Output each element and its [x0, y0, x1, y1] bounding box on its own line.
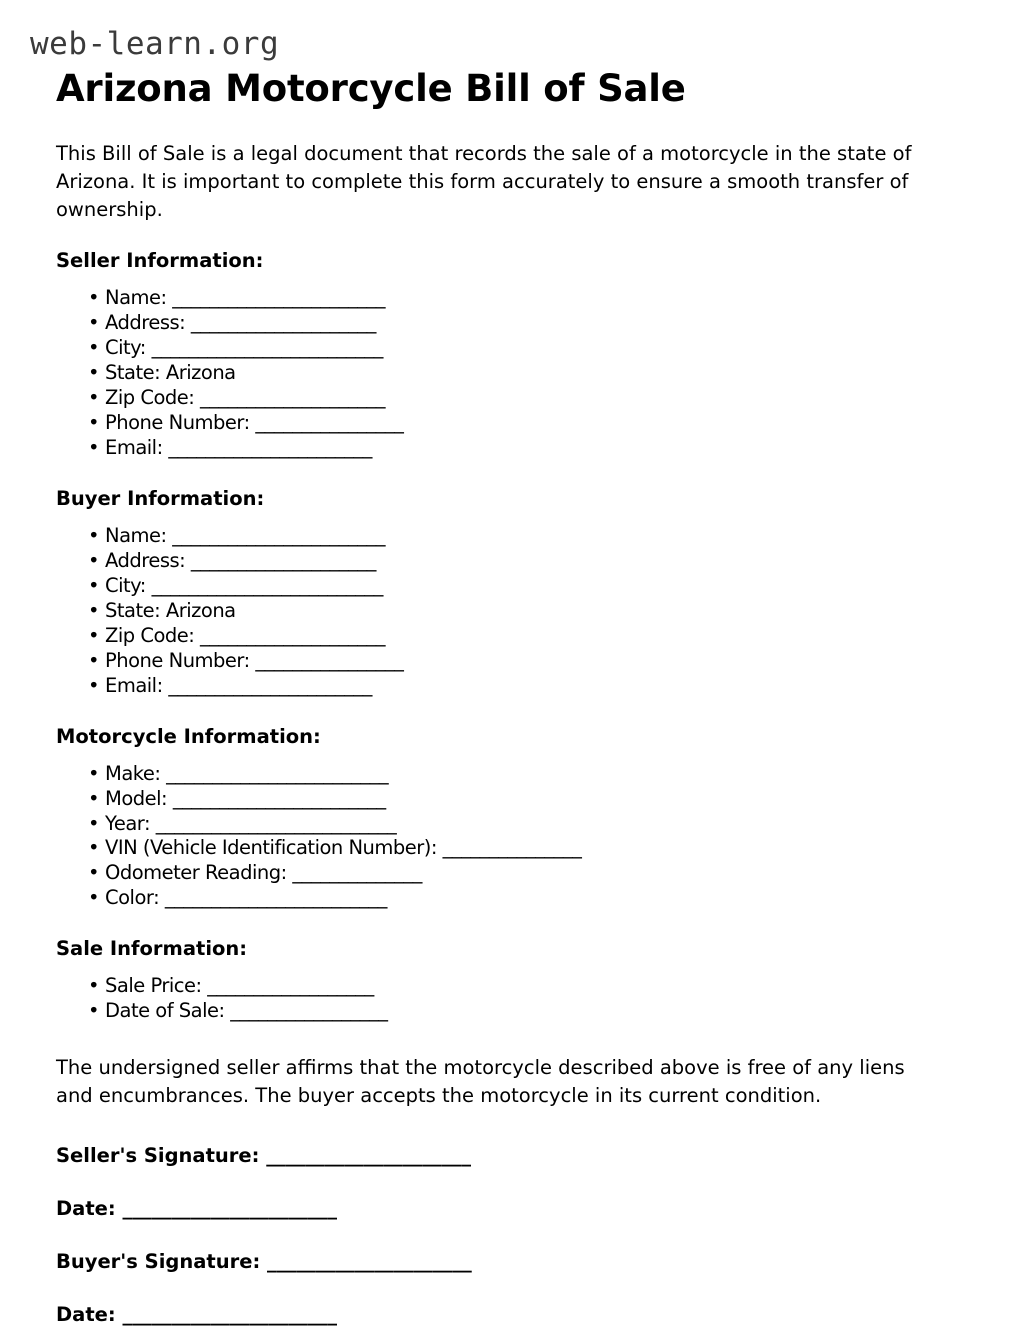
intro-paragraph: This Bill of Sale is a legal document that records the sale of a motorcycle in the state of Arizona. It is important to complete this form accurately to ensure a smooth transfer of ownership. — [56, 142, 912, 221]
buyer-information-field-list — [56, 524, 956, 699]
section-heading-sale-information: Sale Information: — [56, 937, 248, 961]
motorcycle-information-field-list — [56, 762, 956, 912]
field-seller-address: Address: ____________________ — [105, 311, 376, 335]
section-heading-buyer-information: Buyer Information: — [56, 486, 265, 510]
field-seller-phone-number: Phone Number: ________________ — [105, 411, 404, 435]
field-motorcycle-color: Color: ________________________ — [105, 886, 387, 910]
field-buyer-name: Name: _______________________ — [105, 523, 386, 547]
list-item — [56, 436, 956, 461]
list-item — [56, 411, 956, 436]
field-seller-name: Name: _______________________ — [105, 286, 386, 310]
field-seller-email: Email: ______________________ — [105, 435, 372, 459]
field-seller-signature: Seller's Signature: _____________________ — [56, 1143, 471, 1167]
field-seller-city: City: _________________________ — [105, 336, 383, 360]
field-buyer-state: State: Arizona — [105, 598, 236, 622]
field-seller-signature-date: Date: ______________________ — [56, 1196, 337, 1220]
list-item — [56, 624, 956, 649]
list-item — [56, 886, 956, 911]
field-buyer-phone-number: Phone Number: ________________ — [105, 648, 404, 672]
field-motorcycle-vin: VIN (Vehicle Identification Number): _______________ — [105, 836, 582, 860]
list-item — [56, 762, 956, 787]
sale-information-field-list — [56, 974, 956, 1024]
list-item — [56, 649, 956, 674]
field-motorcycle-make: Make: ________________________ — [105, 761, 389, 785]
list-item — [56, 861, 956, 886]
list-item — [56, 836, 956, 861]
field-buyer-signature: Buyer's Signature: _____________________ — [56, 1249, 472, 1273]
page-title: Arizona Motorcycle Bill of Sale — [56, 66, 686, 110]
field-seller-zip-code: Zip Code: ____________________ — [105, 386, 386, 410]
field-sale-price: Sale Price: __________________ — [105, 974, 374, 998]
field-motorcycle-year: Year: __________________________ — [105, 811, 397, 835]
field-motorcycle-odometer-reading: Odometer Reading: ______________ — [105, 861, 422, 885]
list-item — [56, 974, 956, 999]
field-buyer-city: City: _________________________ — [105, 573, 383, 597]
section-heading-motorcycle-information: Motorcycle Information: — [56, 724, 321, 748]
affirmation-paragraph: The undersigned seller affirms that the motorcycle described above is free of any liens and encumbrances. The buyer accepts the motorcycle in its current condition. — [56, 1056, 905, 1107]
document-content — [30, 26, 956, 1326]
list-item — [56, 599, 956, 624]
list-item — [56, 674, 956, 699]
field-date-of-sale: Date of Sale: _________________ — [105, 999, 388, 1023]
list-item — [56, 361, 956, 386]
section-heading-seller-information: Seller Information: — [56, 249, 264, 273]
field-motorcycle-model: Model: _______________________ — [105, 786, 386, 810]
site-brand-wordmark: web-learn.org — [30, 26, 280, 62]
list-item — [56, 524, 956, 549]
field-buyer-signature-date: Date: ______________________ — [56, 1302, 337, 1326]
list-item — [56, 787, 956, 812]
list-item — [56, 311, 956, 336]
seller-information-field-list — [56, 286, 956, 461]
list-item — [56, 812, 956, 837]
list-item — [56, 549, 956, 574]
field-buyer-zip-code: Zip Code: ____________________ — [105, 623, 386, 647]
list-item — [56, 999, 956, 1024]
list-item — [56, 286, 956, 311]
list-item — [56, 386, 956, 411]
list-item — [56, 336, 956, 361]
list-item — [56, 574, 956, 599]
field-seller-state: State: Arizona — [105, 361, 236, 385]
field-buyer-address: Address: ____________________ — [105, 548, 376, 572]
field-buyer-email: Email: ______________________ — [105, 673, 372, 697]
